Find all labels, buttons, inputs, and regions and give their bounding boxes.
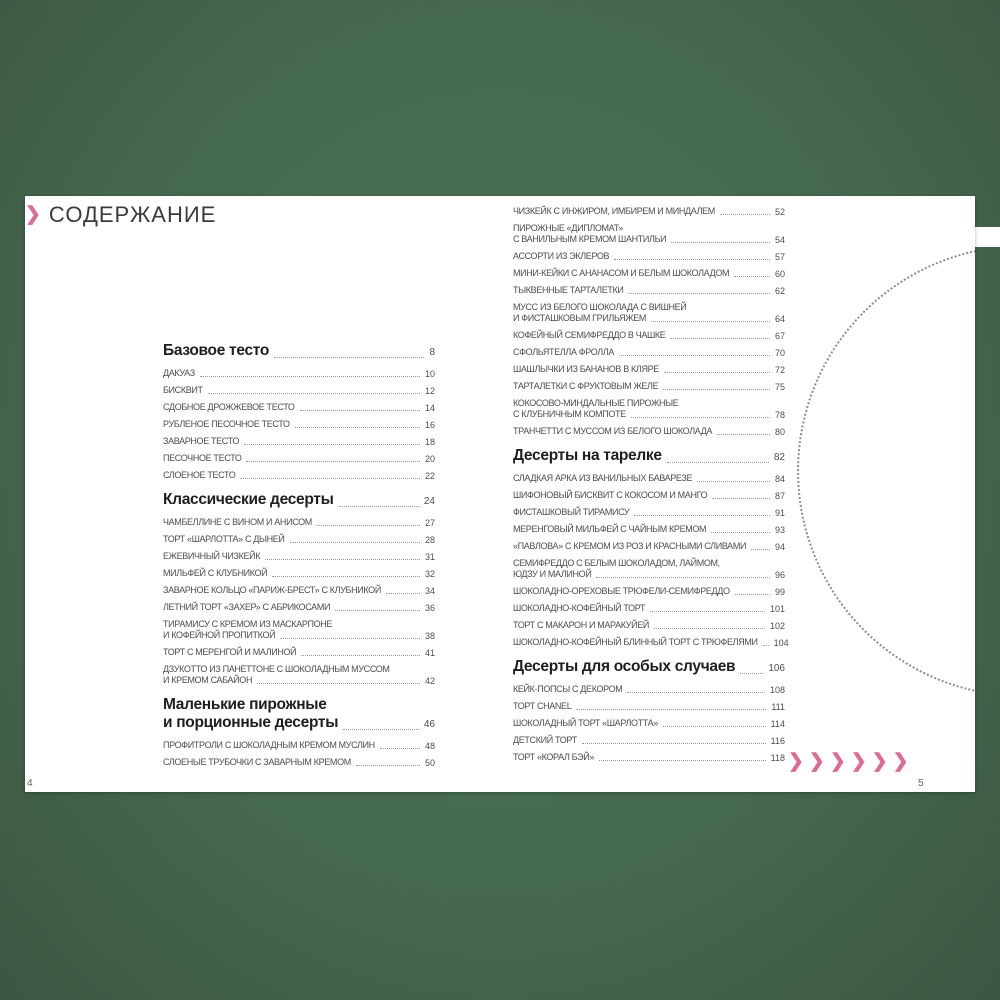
toc-entry-page-number: 91 <box>774 507 785 518</box>
toc-entry-title: СЛОЕНЫЕ ТРУБОЧКИ С ЗАВАРНЫМ КРЕМОМ <box>163 757 351 767</box>
dot-leader <box>386 593 420 594</box>
dot-leader <box>274 357 424 358</box>
toc-entry-title: ШОКОЛАДНО-ОРЕХОВЫЕ ТРЮФЕЛИ-СЕМИФРЕДДО <box>513 586 730 596</box>
dot-leader <box>200 376 420 377</box>
toc-entry-title: ЗАВАРНОЕ КОЛЬЦО «ПАРИЖ-БРЕСТ» С КЛУБНИКОЙ <box>163 585 381 595</box>
toc-entry <box>513 603 785 614</box>
dot-leader <box>290 542 420 543</box>
toc-entry-title: И КРЕМОМ САБАЙОН <box>163 675 253 685</box>
toc-entry-title: ТОРТ «КОРАЛ БЭЙ» <box>513 752 594 762</box>
toc-column-right <box>513 206 789 769</box>
toc-entry <box>163 385 435 396</box>
dot-leader <box>300 410 420 411</box>
toc-entry-page-number: 80 <box>774 426 785 437</box>
dot-leader <box>265 559 420 560</box>
dot-leader <box>654 628 765 629</box>
dot-leader <box>240 478 420 479</box>
dot-leader <box>356 765 420 766</box>
dot-leader <box>596 577 770 578</box>
chevron-icon: ❯ <box>25 204 41 225</box>
toc-entry-page-number: 42 <box>424 675 435 686</box>
toc-entry-page-number: 84 <box>774 473 785 484</box>
dot-leader <box>717 434 770 435</box>
toc-entry <box>163 534 435 545</box>
page-title: СОДЕРЖАНИЕ <box>48 202 217 227</box>
toc-entry-page-number: 94 <box>774 541 785 552</box>
toc-entry <box>163 740 435 751</box>
section-page-number: 8 <box>429 347 435 358</box>
toc-entry-page-number: 27 <box>424 517 435 528</box>
dot-leader <box>244 444 420 445</box>
toc-entry <box>513 223 785 245</box>
toc-entry <box>513 490 785 501</box>
dot-leader <box>734 276 770 277</box>
toc-entry <box>163 470 435 481</box>
toc-entry-title: ЧАМБЕЛЛИНЕ С ВИНОМ И АНИСОМ <box>163 517 312 527</box>
dot-leader <box>380 748 420 749</box>
toc-entry-title: ШОКОЛАДНО-КОФЕЙНЫЙ БЛИННЫЙ ТОРТ С ТРЮФЕЛЯМИ <box>513 637 758 647</box>
toc-entry-title: ДАКУАЗ <box>163 368 195 378</box>
toc-entry-title: «ПАВЛОВА» С КРЕМОМ ИЗ РОЗ И КРАСНЫМИ СЛИВАМИ <box>513 541 747 551</box>
chevron-icon: ❯ <box>829 751 846 772</box>
dot-leader <box>317 525 420 526</box>
section-heading-text: Десерты для особых случаев <box>513 658 736 675</box>
toc-entry-page-number: 41 <box>424 647 435 658</box>
chevron-icon: ❯ <box>892 751 909 772</box>
section-page-number: 24 <box>423 496 435 507</box>
toc-entry-title: С КЛУБНИЧНЫМ КОМПОТЕ <box>513 409 626 419</box>
chevron-icon: ❯ <box>871 751 888 772</box>
section-heading <box>513 658 785 676</box>
section-heading-text: Маленькие пирожные <box>163 696 327 713</box>
toc-entry <box>513 330 785 341</box>
toc-entry-title: ТОРТ С МАКАРОН И МАРАКУЙЕЙ <box>513 620 650 630</box>
toc-entry <box>163 453 435 464</box>
toc-entry-title: И КОФЕЙНОЙ ПРОПИТКОЙ <box>163 630 276 640</box>
toc-entry-title: ТЫКВЕННЫЕ ТАРТАЛЕТКИ <box>513 285 624 295</box>
toc-entry-title: СДОБНОЕ ДРОЖЖЕВОЕ ТЕСТО <box>163 402 295 412</box>
toc-entry <box>163 551 435 562</box>
section-heading-text: и порционные десерты <box>163 714 339 731</box>
toc-entry-page-number: 62 <box>774 285 785 296</box>
toc-entry-page-number: 72 <box>774 364 785 375</box>
toc-entry-page-number: 87 <box>774 490 785 501</box>
toc-entry-page-number: 93 <box>774 524 785 535</box>
toc-entry-page-number: 38 <box>424 630 435 641</box>
toc-entry-title: ЮДЗУ И МАЛИНОЙ <box>513 569 592 579</box>
toc-entry <box>513 718 785 729</box>
chevron-icon: ❯ <box>788 751 804 772</box>
toc-entry <box>513 398 785 420</box>
toc-entry-title: ШИФОНОВЫЙ БИСКВИТ С КОКОСОМ И МАНГО <box>513 490 708 500</box>
toc-entry-title: ТОРТ С МЕРЕНГОЙ И МАЛИНОЙ <box>163 647 297 657</box>
toc-entry-page-number: 99 <box>774 586 785 597</box>
folio-right: 5 <box>918 778 924 789</box>
toc-entry-title: ТОРТ «ШАРЛОТТА» С ДЫНЕЙ <box>163 534 285 544</box>
toc-entry-title: МИНИ-КЕЙКИ С АНАНАСОМ И БЕЛЫМ ШОКОЛАДОМ <box>513 268 730 278</box>
toc-entry-title: МЕРЕНГОВЫЙ МИЛЬФЕЙ С ЧАЙНЫМ КРЕМОМ <box>513 524 707 534</box>
toc-entry-page-number: 111 <box>771 701 785 712</box>
toc-entry-title: ЛЕТНИЙ ТОРТ «ЗАХЕР» С АБРИКОСАМИ <box>163 602 331 612</box>
toc-entry-title: СЛОЕНОЕ ТЕСТО <box>163 470 236 480</box>
toc-column-left <box>163 342 435 774</box>
toc-entry <box>513 524 785 535</box>
toc-entry-title: ТОРТ CHANEL <box>513 701 572 711</box>
toc-entry-page-number: 48 <box>424 740 435 751</box>
dot-leader <box>301 655 420 656</box>
toc-entry-page-number: 67 <box>774 330 785 341</box>
toc-entry <box>513 206 785 217</box>
toc-entry-title: ЗАВАРНОЕ ТЕСТО <box>163 436 240 446</box>
dot-leader <box>763 645 769 646</box>
toc-entry <box>163 647 435 658</box>
dot-leader <box>697 481 770 482</box>
toc-entry-title: ДЗУКОТТО ИЗ ПАНЕТТОНЕ С ШОКОЛАДНЫМ МУССОМ <box>163 664 390 674</box>
toc-entry-title: МИЛЬФЕЙ С КЛУБНИКОЙ <box>163 568 268 578</box>
toc-entry-title: ТИРАМИСУ С КРЕМОМ ИЗ МАСКАРПОНЕ <box>163 619 333 629</box>
toc-entry <box>513 285 785 296</box>
toc-entry-page-number: 75 <box>774 381 785 392</box>
toc-entry-title: ПЕСОЧНОЕ ТЕСТО <box>163 453 242 463</box>
toc-entry-title: ПРОФИТРОЛИ С ШОКОЛАДНЫМ КРЕМОМ МУСЛИН <box>163 740 375 750</box>
toc-entry <box>513 637 789 648</box>
toc-entry <box>163 602 435 613</box>
toc-entry-page-number: 28 <box>424 534 435 545</box>
toc-entry <box>163 517 435 528</box>
toc-section <box>163 342 435 481</box>
toc-entry-title: ФИСТАШКОВЫЙ ТИРАМИСУ <box>513 507 630 517</box>
dot-leader <box>339 506 419 507</box>
toc-entry-page-number: 14 <box>424 402 435 413</box>
toc-section <box>163 696 435 768</box>
page-title-row <box>25 203 216 227</box>
toc-entry-title: С ВАНИЛЬНЫМ КРЕМОМ ШАНТИЛЬИ <box>513 234 667 244</box>
toc-entry <box>513 251 785 262</box>
toc-entry-page-number: 118 <box>770 752 785 763</box>
toc-entry <box>163 757 435 768</box>
toc-entry <box>163 368 435 379</box>
dot-leader <box>634 515 770 516</box>
toc-entry-page-number: 50 <box>424 757 435 768</box>
toc-entry-page-number: 22 <box>424 470 435 481</box>
toc-entry-title: АССОРТИ ИЗ ЭКЛЕРОВ <box>513 251 610 261</box>
dot-leader <box>246 461 420 462</box>
section-page-number: 106 <box>768 663 785 674</box>
toc-entry <box>513 558 785 580</box>
toc-entry-page-number: 64 <box>774 313 785 324</box>
toc-entry-title: ПИРОЖНЫЕ «ДИПЛОМАТ» <box>513 223 624 233</box>
toc-entry-title: И ФИСТАШКОВЫМ ГРИЛЬЯЖЕМ <box>513 313 647 323</box>
dot-leader <box>619 355 770 356</box>
toc-entry <box>513 364 785 375</box>
dot-leader <box>614 259 770 260</box>
dot-leader <box>335 610 420 611</box>
toc-entry-title: ЕЖЕВИЧНЫЙ ЧИЗКЕЙК <box>163 551 261 561</box>
dot-leader <box>650 611 765 612</box>
chevron-icon: ❯ <box>808 751 825 772</box>
section-heading <box>513 447 785 465</box>
toc-entry-title: БИСКВИТ <box>163 385 203 395</box>
toc-entry <box>163 402 435 413</box>
dot-leader <box>671 242 770 243</box>
section-heading <box>163 696 435 732</box>
chevron-icon: ❯ <box>850 751 867 772</box>
toc-entry <box>513 701 785 712</box>
toc-entry-page-number: 10 <box>424 368 435 379</box>
toc-entry-title: СЕМИФРЕДДО С БЕЛЫМ ШОКОЛАДОМ, ЛАЙМОМ, <box>513 558 720 568</box>
toc-entry <box>513 381 785 392</box>
dot-leader <box>599 760 766 761</box>
toc-section <box>513 206 785 437</box>
toc-entry-title: ТРАНЧЕТТИ С МУССОМ ИЗ БЕЛОГО ШОКОЛАДА <box>513 426 713 436</box>
toc-entry-page-number: 34 <box>424 585 435 596</box>
toc-entry-title: ШОКОЛАДНО-КОФЕЙНЫЙ ТОРТ <box>513 603 646 613</box>
toc-entry-page-number: 70 <box>774 347 785 358</box>
toc-section <box>163 491 435 686</box>
dot-leader <box>740 673 763 674</box>
toc-entry-title: ШАШЛЫЧКИ ИЗ БАНАНОВ В КЛЯРЕ <box>513 364 659 374</box>
toc-entry <box>513 302 785 324</box>
toc-entry-page-number: 18 <box>424 436 435 447</box>
toc-entry-page-number: 31 <box>424 551 435 562</box>
toc-entry-title: МУСС ИЗ БЕЛОГО ШОКОЛАДА С ВИШНЕЙ <box>513 302 687 312</box>
dot-leader <box>735 594 770 595</box>
toc-entry-title: ШОКОЛАДНЫЙ ТОРТ «ШАРЛОТТА» <box>513 718 658 728</box>
toc-entry-title: КЕЙК-ПОПСЫ С ДЕКОРОМ <box>513 684 623 694</box>
toc-entry-page-number: 101 <box>769 603 785 614</box>
toc-entry-page-number: 52 <box>774 206 785 217</box>
toc-entry-page-number: 36 <box>424 602 435 613</box>
toc-entry <box>513 507 785 518</box>
toc-page <box>25 196 975 792</box>
dot-leader <box>208 393 420 394</box>
toc-entry <box>513 684 785 695</box>
section-page-number: 46 <box>423 719 435 730</box>
dot-leader <box>711 532 770 533</box>
toc-entry-page-number: 96 <box>774 569 785 580</box>
page-edge-tab <box>975 227 1000 247</box>
dot-leader <box>257 683 420 684</box>
dot-leader <box>627 692 765 693</box>
dot-leader <box>629 293 770 294</box>
toc-entry-title: ЧИЗКЕЙК С ИНЖИРОМ, ИМБИРЕМ И МИНДАЛЕМ <box>513 206 715 216</box>
dot-leader <box>670 338 770 339</box>
toc-entry-page-number: 78 <box>774 409 785 420</box>
dot-leader <box>576 709 766 710</box>
toc-entry-title: СФОЛЬЯТЕЛЛА ФРОЛЛА <box>513 347 615 357</box>
toc-entry-title: ДЕТСКИЙ ТОРТ <box>513 735 577 745</box>
dot-leader <box>295 427 420 428</box>
toc-entry <box>163 664 435 686</box>
dot-leader <box>663 726 766 727</box>
dot-leader <box>272 576 420 577</box>
dot-leader <box>343 729 419 730</box>
toc-entry <box>513 620 785 631</box>
toc-entry-page-number: 114 <box>770 718 785 729</box>
toc-entry <box>163 568 435 579</box>
toc-entry <box>163 436 435 447</box>
folio-left: 4 <box>27 778 33 789</box>
section-heading-text: Классические десерты <box>163 491 334 508</box>
toc-entry <box>513 541 785 552</box>
toc-entry-title: КОКОСОВО-МИНДАЛЬНЫЕ ПИРОЖНЫЕ <box>513 398 679 408</box>
dot-leader <box>651 321 770 322</box>
toc-entry-title: КОФЕЙНЫЙ СЕМИФРЕДДО В ЧАШКЕ <box>513 330 666 340</box>
toc-entry-page-number: 54 <box>774 234 785 245</box>
toc-entry <box>513 473 785 484</box>
toc-entry <box>513 586 785 597</box>
section-heading-text: Десерты на тарелке <box>513 447 662 464</box>
dot-leader <box>667 462 769 463</box>
toc-entry <box>513 735 785 746</box>
toc-section <box>513 447 789 648</box>
section-heading-text: Базовое тесто <box>163 342 270 359</box>
toc-entry-page-number: 32 <box>424 568 435 579</box>
toc-entry-page-number: 60 <box>774 268 785 279</box>
toc-entry <box>513 347 785 358</box>
toc-entry-page-number: 102 <box>769 620 785 631</box>
dot-leader <box>712 498 770 499</box>
toc-entry <box>513 426 785 437</box>
toc-entry <box>163 585 435 596</box>
dot-leader <box>631 417 770 418</box>
section-page-number: 82 <box>773 452 785 463</box>
toc-entry-title: ТАРТАЛЕТКИ С ФРУКТОВЫМ ЖЕЛЕ <box>513 381 659 391</box>
toc-entry <box>163 419 435 430</box>
dot-leader <box>663 389 770 390</box>
toc-entry <box>163 619 435 641</box>
toc-entry-page-number: 116 <box>770 735 785 746</box>
toc-entry-page-number: 16 <box>424 419 435 430</box>
dotted-circle-decoration <box>797 245 975 697</box>
toc-entry-page-number: 12 <box>424 385 435 396</box>
toc-section <box>513 658 785 763</box>
dot-leader <box>582 743 766 744</box>
toc-entry-page-number: 20 <box>424 453 435 464</box>
toc-entry-title: СЛАДКАЯ АРКА ИЗ ВАНИЛЬНЫХ БАВАРЕЗЕ <box>513 473 693 483</box>
dot-leader <box>751 549 770 550</box>
toc-entry-page-number: 57 <box>774 251 785 262</box>
dot-leader <box>280 638 420 639</box>
dot-leader <box>720 214 770 215</box>
section-heading <box>163 491 435 509</box>
toc-entry-page-number: 108 <box>769 684 785 695</box>
toc-entry <box>513 752 785 763</box>
toc-entry-page-number: 104 <box>773 637 789 648</box>
toc-entry <box>513 268 785 279</box>
section-heading <box>163 342 435 360</box>
toc-entry-title: РУБЛЕНОЕ ПЕСОЧНОЕ ТЕСТО <box>163 419 290 429</box>
footer-chevrons <box>788 751 909 773</box>
dot-leader <box>664 372 770 373</box>
